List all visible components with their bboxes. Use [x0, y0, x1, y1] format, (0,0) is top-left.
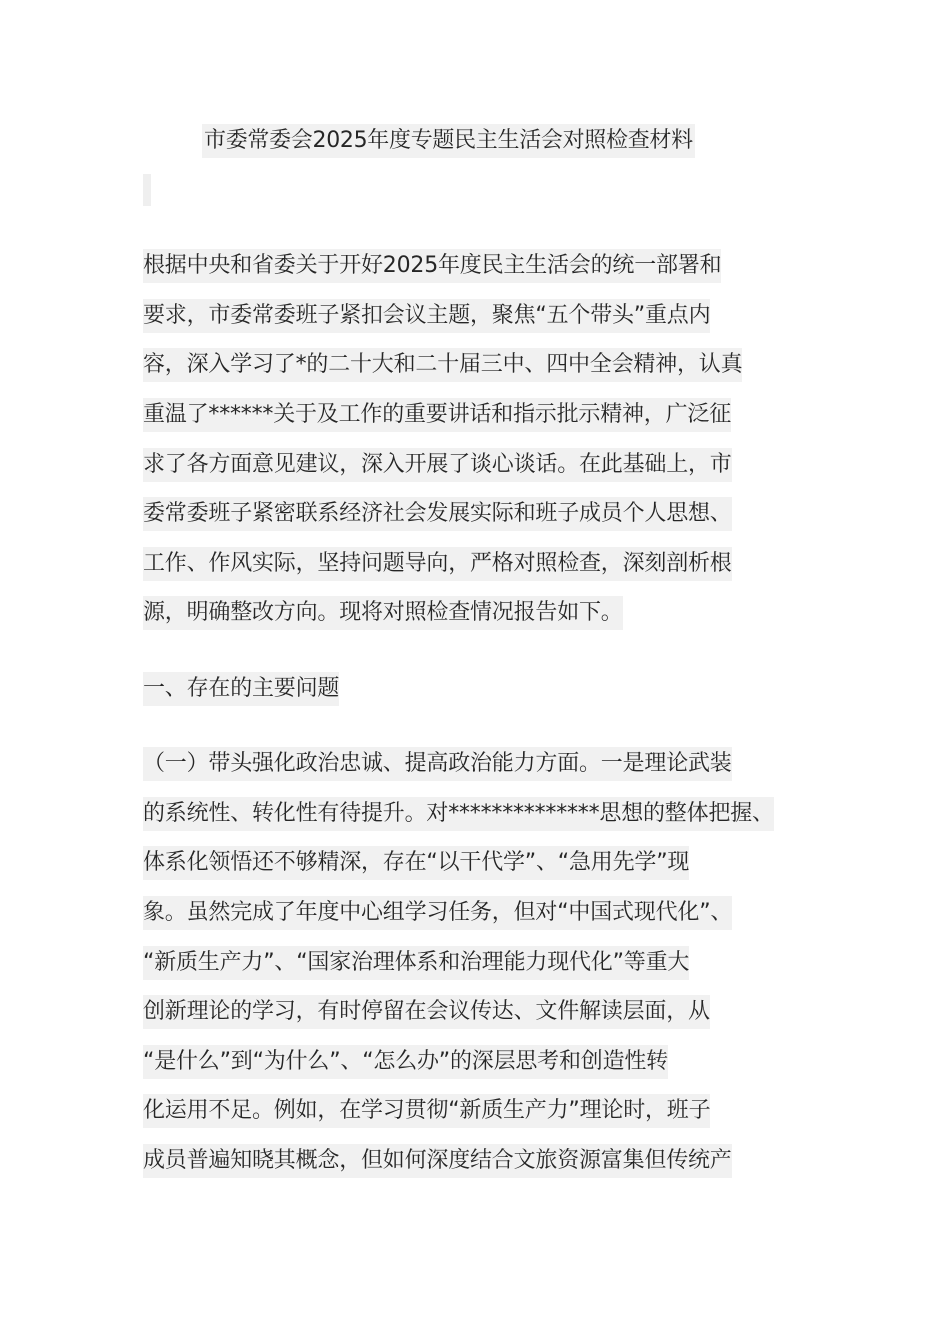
document-title: 市委常委会2025年度专题民主生活会对照检查材料: [202, 124, 695, 158]
body-line: （一）带头强化政治忠诚、提高政治能力方面。一是理论武装: [143, 747, 732, 781]
body-line: 成员普遍知晓其概念，但如何深度结合文旅资源富集但传统产: [143, 1144, 732, 1178]
body-line: 化运用不足。例如，在学习贯彻“新质生产力”理论时，班子: [143, 1094, 710, 1128]
text-cursor-marker: [143, 174, 151, 206]
section-heading: 一、存在的主要问题: [143, 672, 339, 706]
body-line: “新质生产力”、“国家治理体系和治理能力现代化”等重大: [143, 946, 689, 980]
intro-line: 求了各方面意见建议，深入开展了谈心谈话。在此基础上，市: [143, 448, 732, 482]
body-line: 的系统性、转化性有待提升。对**************思想的整体把握、: [143, 797, 774, 831]
intro-line: 重温了******关于及工作的重要讲话和指示批示精神，广泛征: [143, 398, 731, 432]
intro-line: 源，明确整改方向。现将对照检查情况报告如下。: [143, 596, 623, 630]
intro-line: 委常委班子紧密联系经济社会发展实际和班子成员个人思想、: [143, 497, 732, 531]
body-line: 创新理论的学习，有时停留在会议传达、文件解读层面，从: [143, 995, 710, 1029]
intro-line: 要求，市委常委班子紧扣会议主题，聚焦“五个带头”重点内: [143, 299, 710, 333]
intro-line: 容，深入学习了*的二十大和二十届三中、四中全会精神，认真: [143, 348, 742, 382]
body-line: “是什么”到“为什么”、“怎么办”的深层思考和创造性转: [143, 1045, 668, 1079]
body-line: 象。虽然完成了年度中心组学习任务，但对“中国式现代化”、: [143, 896, 732, 930]
body-line: 体系化领悟还不够精深，存在“以干代学”、“急用先学”现: [143, 846, 689, 880]
intro-line: 根据中央和省委关于开好2025年度民主生活会的统一部署和: [143, 249, 721, 283]
intro-line: 工作、作风实际，坚持问题导向，严格对照检查，深刻剖析根: [143, 547, 732, 581]
